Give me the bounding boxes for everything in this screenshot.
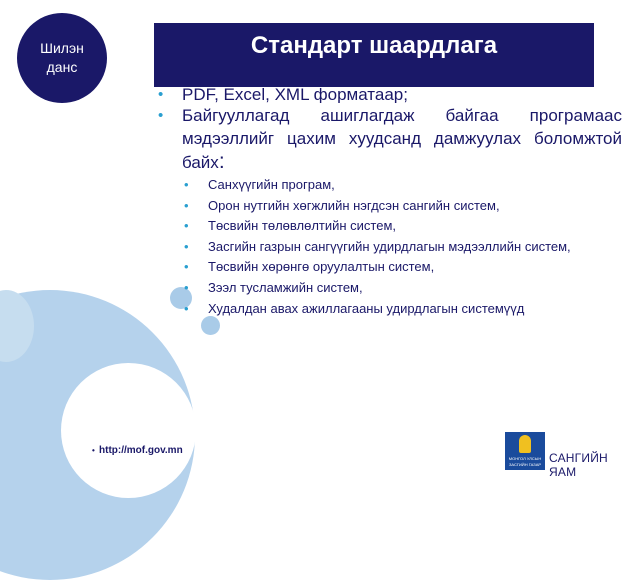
bullet-icon: • — [158, 86, 164, 103]
bullet-icon: • — [184, 177, 189, 192]
list-item-text: PDF, Excel, XML форматаар; — [182, 85, 408, 103]
title-bar — [154, 23, 594, 87]
sub-list-item-text: Төсвийн төлөвлөлтийн систем, — [208, 218, 397, 234]
badge-label: Шилэн данс — [40, 40, 84, 75]
sub-list-item-text: Засгийн газрын сангүүгийн удирдлагын мэдээллийн систем, — [208, 238, 571, 254]
bullet-icon: • — [158, 107, 164, 124]
logo-text-2: ЗАСГИЙН ГАЗАР — [508, 462, 542, 467]
list-item-colon: : — [218, 150, 225, 173]
sub-list-item-text: Зээл тусламжийн систем, — [208, 279, 363, 295]
sub-list-item-text: Худалдан авах ажиллагааны удирдлагын системүүд — [208, 300, 525, 316]
sub-list-item-text: Санхүүгийн програм, — [208, 177, 335, 192]
sub-list-item — [158, 196, 622, 217]
footer-url-text: http://mof.gov.mn — [99, 445, 183, 456]
sub-list-item-text: Орон нутгийн хөгжлийн нэгдсэн сангийн систем, — [208, 197, 500, 213]
bullet-icon: • — [184, 238, 189, 254]
sub-list-item-text: Төсвийн хөрөнгө оруулалтын систем, — [208, 259, 435, 275]
government-logo — [505, 432, 545, 470]
list-item — [158, 83, 622, 103]
bullet-icon: • — [184, 300, 189, 316]
list-item — [158, 104, 622, 174]
sub-list-item — [158, 216, 622, 237]
page-badge — [17, 13, 107, 103]
page-title: Стандарт шаардлага — [250, 32, 498, 59]
bullet-icon: • — [184, 259, 189, 275]
content-list — [158, 83, 622, 319]
logo-text-1: МОНГОЛ УЛСЫН — [508, 456, 542, 461]
sub-list-item — [158, 175, 622, 196]
sub-list-item — [158, 278, 622, 299]
sub-list-item — [158, 257, 622, 278]
bullet-icon: • — [184, 279, 189, 295]
list-item-text: Байгууллагад ашиглагдаж байгаа програмаас мэдээллийг цахим хуудсанд дамжуулах боломжтой байх — [182, 106, 622, 172]
sub-list-item — [158, 299, 622, 320]
ministry-name: САНГИЙН ЯАМ — [549, 451, 608, 479]
footer-url-link[interactable] — [92, 445, 183, 456]
bullet-icon: • — [184, 218, 189, 234]
sub-list-item — [158, 237, 622, 258]
soyombo-icon — [519, 435, 531, 453]
bullet-icon: • — [184, 197, 189, 213]
bullet-icon: • — [92, 446, 95, 455]
